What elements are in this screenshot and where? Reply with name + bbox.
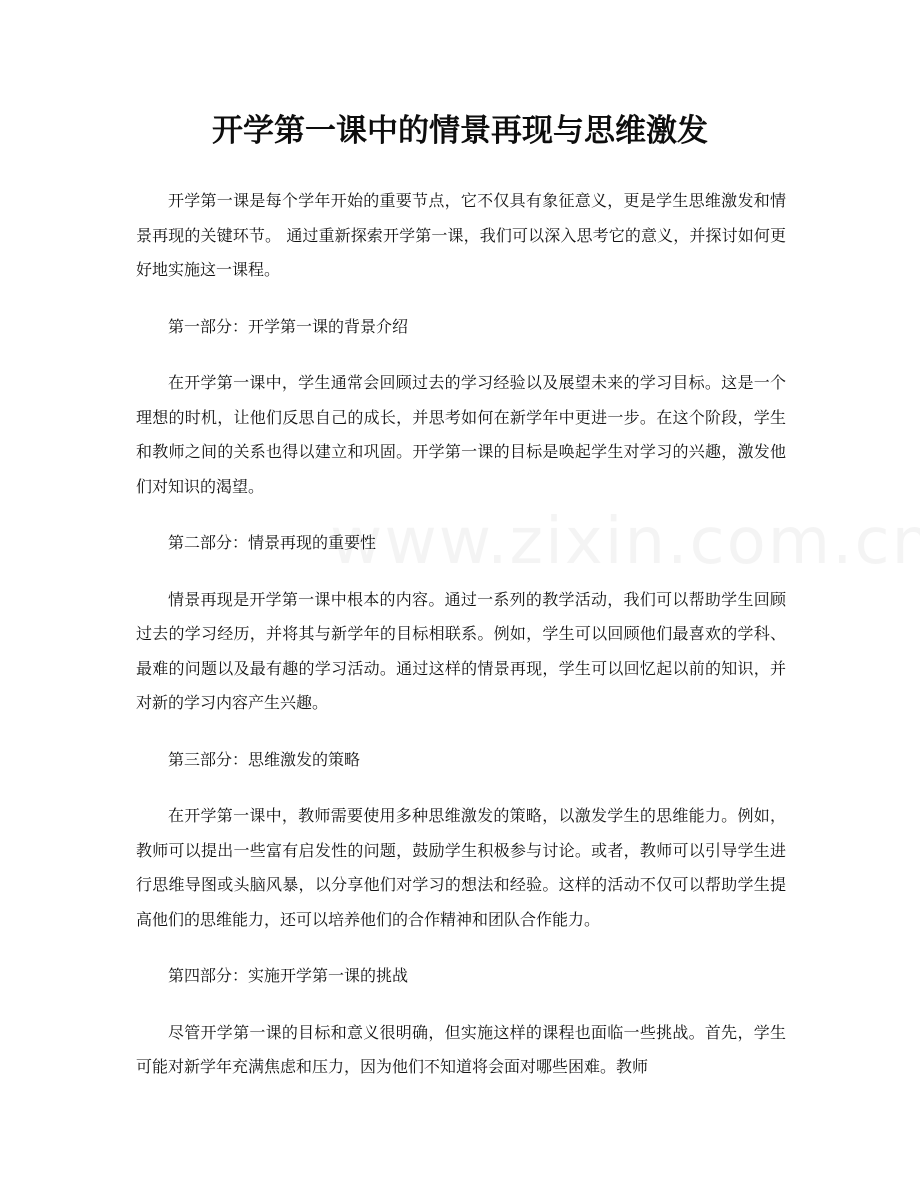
- document-title: 开学第一课中的情景再现与思维激发: [212, 113, 708, 149]
- document-body: [136, 184, 786, 1107]
- section-heading-4: 第四部分：实施开学第一课的挑战: [168, 966, 409, 985]
- section-paragraph-3: 在开学第一课中，教师需要使用多种思维激发的策略，以激发学生的思维能力。例如，教师可以提出一些富有启发性的问题，鼓励学生积极参与讨论。或者，教师可以引导学生进行思维导图或头脑风暴，以分享他们对学习的想法和经验。这样的活动不仅可以帮助学生提高他们的思维能力，还可以培养他们的合作精神和团队合作能力。: [136, 806, 786, 929]
- section-paragraph-4: 尽管开学第一课的目标和意义很明确，但实施这样的课程也面临一些挑战。首先，学生可能对新学年充满焦虑和压力，因为他们不知道将会面对哪些困难。教师: [136, 1022, 786, 1076]
- section-heading-2: 第二部分：情景再现的重要性: [168, 533, 377, 552]
- section-heading-3: 第三部分：思维激发的策略: [168, 749, 361, 769]
- section-heading-1: 第一部分：开学第一课的背景介绍: [168, 316, 409, 336]
- intro-paragraph: 开学第一课是每个学年开始的重要节点，它不仅具有象征意义，更是学生思维激发和情景再现的关键环节。 通过重新探索开学第一课，我们可以深入思考它的意义，并探讨如何更好地实施这一课程。: [136, 191, 786, 279]
- section-paragraph-2: 情景再现是开学第一课中根本的内容。通过一系列的教学活动，我们可以帮助学生回顾过去的学习经历，并将其与新学年的目标相联系。例如，学生可以回顾他们最喜欢的学科、最难的问题以及最有趣的学习活动。通过这样的情景再现，学生可以回忆起以前的知识，并对新的学习内容产生兴趣。: [136, 589, 786, 712]
- section-paragraph-1: 在开学第一课中，学生通常会回顾过去的学习经验以及展望未来的学习目标。这是一个理想的时机，让他们反思自己的成长，并思考如何在新学年中更进一步。在这个阶段，学生和教师之间的关系也得以建立和巩固。开学第一课的目标是唤起学生对学习的兴趣，激发他们对知识的渴望。: [136, 373, 786, 496]
